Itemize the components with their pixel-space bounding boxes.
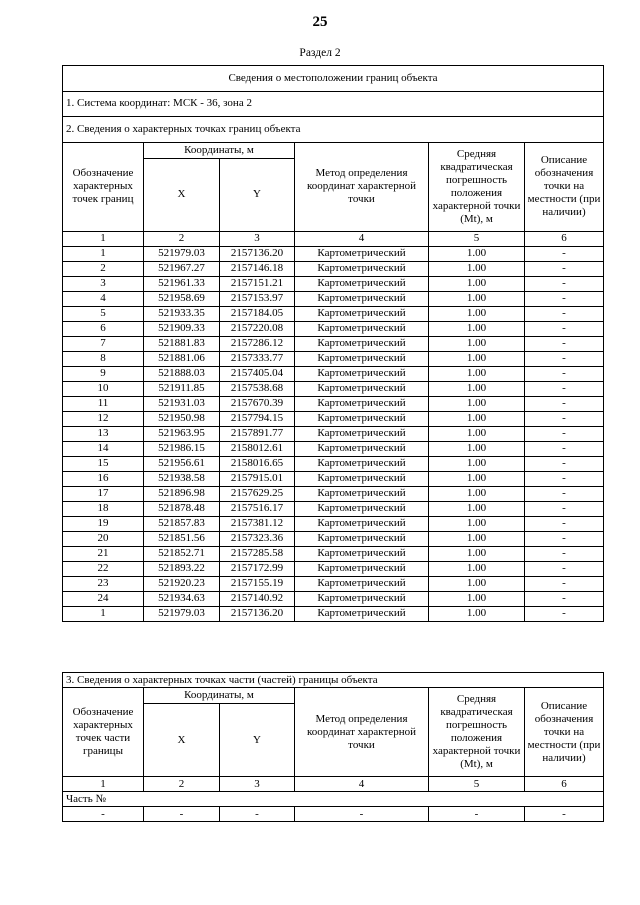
point-row	[63, 411, 604, 426]
y-cell: 2157381.12	[220, 516, 295, 531]
point-number-cell: 7	[63, 336, 144, 351]
point-number-cell: 17	[63, 486, 144, 501]
method-cell: Картометрический	[295, 531, 429, 546]
main-title: Сведения о местоположении границ объекта	[63, 66, 604, 92]
header-description: Описание обозначения точки на местности (при наличии)	[525, 142, 604, 231]
x-cell: 521920.23	[144, 576, 220, 591]
description-cell: -	[525, 561, 604, 576]
description-cell: -	[525, 606, 604, 621]
method-cell: Картометрический	[295, 411, 429, 426]
points-section-title: 2. Сведения о характерных точках границ объекта	[63, 117, 604, 143]
y-cell: 2157915.01	[220, 471, 295, 486]
point-row	[63, 336, 604, 351]
method-cell: Картометрический	[295, 561, 429, 576]
point-number-cell: 20	[63, 531, 144, 546]
boundary-points-table	[62, 65, 604, 622]
x-cell: 521950.98	[144, 411, 220, 426]
x-cell: 521963.95	[144, 426, 220, 441]
part-cell: -	[144, 807, 220, 822]
y-cell: 2157136.20	[220, 606, 295, 621]
y-cell: 2157146.18	[220, 261, 295, 276]
y-cell: 2157220.08	[220, 321, 295, 336]
method-cell: Картометрический	[295, 291, 429, 306]
accuracy-cell: 1.00	[429, 591, 525, 606]
x-cell: 521938.58	[144, 471, 220, 486]
point-number-cell: 13	[63, 426, 144, 441]
point-number-cell: 22	[63, 561, 144, 576]
header-y: Y	[220, 158, 295, 231]
y-cell: 2157405.04	[220, 366, 295, 381]
x-cell: 521881.83	[144, 336, 220, 351]
part-cell: -	[295, 807, 429, 822]
coord-system: 1. Система координат: МСК - 36, зона 2	[63, 91, 604, 117]
x-cell: 521893.22	[144, 561, 220, 576]
point-row	[63, 606, 604, 621]
column-number: 3	[220, 777, 295, 792]
y-cell: 2157538.68	[220, 381, 295, 396]
method-cell: Картометрический	[295, 306, 429, 321]
x-cell: 521911.85	[144, 381, 220, 396]
point-number-cell: 19	[63, 516, 144, 531]
x-cell: 521896.98	[144, 486, 220, 501]
accuracy-cell: 1.00	[429, 471, 525, 486]
column-number: 5	[429, 777, 525, 792]
point-number-cell: 21	[63, 546, 144, 561]
part-header-description: Описание обозначения точки на местности (при наличии)	[525, 688, 604, 777]
point-number-cell: 18	[63, 501, 144, 516]
point-row	[63, 456, 604, 471]
x-cell: 521986.15	[144, 441, 220, 456]
header-coords: Координаты, м	[144, 142, 295, 158]
part-points-table	[62, 672, 604, 822]
point-row	[63, 486, 604, 501]
point-row	[63, 516, 604, 531]
part-section-title: 3. Сведения о характерных точках части (частей) границы объекта	[63, 673, 604, 688]
y-cell: 2157286.12	[220, 336, 295, 351]
point-row	[63, 246, 604, 261]
x-cell: 521956.61	[144, 456, 220, 471]
method-cell: Картометрический	[295, 471, 429, 486]
point-number-cell: 24	[63, 591, 144, 606]
method-cell: Картометрический	[295, 606, 429, 621]
header-accuracy: Средняя квадратическая погрешность положения характерной точки (Mt), м	[429, 142, 525, 231]
part-header-x: X	[144, 704, 220, 777]
column-number: 4	[295, 777, 429, 792]
accuracy-cell: 1.00	[429, 561, 525, 576]
accuracy-cell: 1.00	[429, 246, 525, 261]
column-numbers-row	[63, 231, 604, 246]
method-cell: Картометрический	[295, 246, 429, 261]
description-cell: -	[525, 366, 604, 381]
description-cell: -	[525, 471, 604, 486]
point-row	[63, 471, 604, 486]
header-designation: Обозначение характерных точек границ	[63, 142, 144, 231]
accuracy-cell: 1.00	[429, 381, 525, 396]
point-number-cell: 11	[63, 396, 144, 411]
method-cell: Картометрический	[295, 426, 429, 441]
method-cell: Картометрический	[295, 456, 429, 471]
accuracy-cell: 1.00	[429, 606, 525, 621]
point-number-cell: 10	[63, 381, 144, 396]
y-cell: 2157670.39	[220, 396, 295, 411]
description-cell: -	[525, 411, 604, 426]
point-number-cell: 1	[63, 246, 144, 261]
column-number: 4	[295, 231, 429, 246]
y-cell: 2157155.19	[220, 576, 295, 591]
x-cell: 521979.03	[144, 606, 220, 621]
part-cell: -	[429, 807, 525, 822]
accuracy-cell: 1.00	[429, 576, 525, 591]
accuracy-cell: 1.00	[429, 531, 525, 546]
method-cell: Картометрический	[295, 366, 429, 381]
point-number-cell: 12	[63, 411, 144, 426]
x-cell: 521888.03	[144, 366, 220, 381]
part-header-designation: Обозначение характерных точек части границы	[63, 688, 144, 777]
x-cell: 521857.83	[144, 516, 220, 531]
page-number: 25	[312, 14, 328, 30]
description-cell: -	[525, 516, 604, 531]
accuracy-cell: 1.00	[429, 501, 525, 516]
x-cell: 521931.03	[144, 396, 220, 411]
description-cell: -	[525, 321, 604, 336]
accuracy-cell: 1.00	[429, 441, 525, 456]
y-cell: 2157172.99	[220, 561, 295, 576]
y-cell: 2158016.65	[220, 456, 295, 471]
method-cell: Картометрический	[295, 576, 429, 591]
method-cell: Картометрический	[295, 546, 429, 561]
accuracy-cell: 1.00	[429, 456, 525, 471]
method-cell: Картометрический	[295, 591, 429, 606]
point-row	[63, 306, 604, 321]
y-cell: 2157629.25	[220, 486, 295, 501]
description-cell: -	[525, 336, 604, 351]
accuracy-cell: 1.00	[429, 336, 525, 351]
part-header-method: Метод определения координат характерной точки	[295, 688, 429, 777]
x-cell: 521851.56	[144, 531, 220, 546]
x-cell: 521909.33	[144, 321, 220, 336]
description-cell: -	[525, 591, 604, 606]
part-label: Часть №	[63, 792, 604, 807]
point-number-cell: 5	[63, 306, 144, 321]
section-title: Раздел 2	[299, 47, 341, 59]
accuracy-cell: 1.00	[429, 276, 525, 291]
accuracy-cell: 1.00	[429, 411, 525, 426]
accuracy-cell: 1.00	[429, 516, 525, 531]
point-number-cell: 2	[63, 261, 144, 276]
description-cell: -	[525, 276, 604, 291]
description-cell: -	[525, 396, 604, 411]
accuracy-cell: 1.00	[429, 486, 525, 501]
y-cell: 2157285.58	[220, 546, 295, 561]
point-row	[63, 381, 604, 396]
y-cell: 2157184.05	[220, 306, 295, 321]
description-cell: -	[525, 486, 604, 501]
method-cell: Картометрический	[295, 336, 429, 351]
accuracy-cell: 1.00	[429, 261, 525, 276]
description-cell: -	[525, 576, 604, 591]
y-cell: 2157323.36	[220, 531, 295, 546]
point-number-cell: 4	[63, 291, 144, 306]
method-cell: Картометрический	[295, 501, 429, 516]
y-cell: 2157153.97	[220, 291, 295, 306]
x-cell: 521934.63	[144, 591, 220, 606]
method-cell: Картометрический	[295, 321, 429, 336]
method-cell: Картометрический	[295, 381, 429, 396]
accuracy-cell: 1.00	[429, 351, 525, 366]
column-number: 1	[63, 777, 144, 792]
point-number-cell: 1	[63, 606, 144, 621]
point-row	[63, 561, 604, 576]
x-cell: 521958.69	[144, 291, 220, 306]
x-cell: 521881.06	[144, 351, 220, 366]
y-cell: 2157140.92	[220, 591, 295, 606]
description-cell: -	[525, 501, 604, 516]
description-cell: -	[525, 456, 604, 471]
description-cell: -	[525, 261, 604, 276]
part-header-y: Y	[220, 704, 295, 777]
x-cell: 521852.71	[144, 546, 220, 561]
y-cell: 2157136.20	[220, 246, 295, 261]
point-row	[63, 501, 604, 516]
point-number-cell: 14	[63, 441, 144, 456]
x-cell: 521979.03	[144, 246, 220, 261]
description-cell: -	[525, 426, 604, 441]
description-cell: -	[525, 531, 604, 546]
y-cell: 2157891.77	[220, 426, 295, 441]
description-cell: -	[525, 246, 604, 261]
accuracy-cell: 1.00	[429, 366, 525, 381]
part-header-coords: Координаты, м	[144, 688, 295, 704]
method-cell: Картометрический	[295, 351, 429, 366]
part-column-numbers-row	[63, 777, 604, 792]
method-cell: Картометрический	[295, 516, 429, 531]
y-cell: 2157333.77	[220, 351, 295, 366]
y-cell: 2157516.17	[220, 501, 295, 516]
point-row	[63, 426, 604, 441]
accuracy-cell: 1.00	[429, 546, 525, 561]
y-cell: 2157794.15	[220, 411, 295, 426]
method-cell: Картометрический	[295, 441, 429, 456]
point-row	[63, 366, 604, 381]
accuracy-cell: 1.00	[429, 396, 525, 411]
point-row	[63, 396, 604, 411]
column-number: 2	[144, 777, 220, 792]
y-cell: 2157151.21	[220, 276, 295, 291]
x-cell: 521933.35	[144, 306, 220, 321]
point-number-cell: 3	[63, 276, 144, 291]
point-row	[63, 531, 604, 546]
column-number: 1	[63, 231, 144, 246]
column-number: 6	[525, 231, 604, 246]
accuracy-cell: 1.00	[429, 291, 525, 306]
description-cell: -	[525, 351, 604, 366]
point-row	[63, 351, 604, 366]
part-row	[63, 807, 604, 822]
point-row	[63, 261, 604, 276]
column-number: 3	[220, 231, 295, 246]
description-cell: -	[525, 306, 604, 321]
point-row	[63, 276, 604, 291]
point-number-cell: 15	[63, 456, 144, 471]
part-cell: -	[220, 807, 295, 822]
header-method: Метод определения координат характерной точки	[295, 142, 429, 231]
header-x: X	[144, 158, 220, 231]
point-row	[63, 291, 604, 306]
x-cell: 521967.27	[144, 261, 220, 276]
point-number-cell: 9	[63, 366, 144, 381]
point-number-cell: 8	[63, 351, 144, 366]
point-row	[63, 591, 604, 606]
accuracy-cell: 1.00	[429, 321, 525, 336]
part-cell: -	[63, 807, 144, 822]
column-number: 6	[525, 777, 604, 792]
point-row	[63, 441, 604, 456]
point-number-cell: 6	[63, 321, 144, 336]
point-row	[63, 321, 604, 336]
description-cell: -	[525, 381, 604, 396]
accuracy-cell: 1.00	[429, 306, 525, 321]
point-number-cell: 23	[63, 576, 144, 591]
method-cell: Картометрический	[295, 276, 429, 291]
method-cell: Картометрический	[295, 261, 429, 276]
x-cell: 521878.48	[144, 501, 220, 516]
column-number: 5	[429, 231, 525, 246]
method-cell: Картометрический	[295, 396, 429, 411]
description-cell: -	[525, 546, 604, 561]
y-cell: 2158012.61	[220, 441, 295, 456]
point-row	[63, 576, 604, 591]
method-cell: Картометрический	[295, 486, 429, 501]
description-cell: -	[525, 441, 604, 456]
column-number: 2	[144, 231, 220, 246]
part-cell: -	[525, 807, 604, 822]
point-row	[63, 546, 604, 561]
part-header-accuracy: Средняя квадратическая погрешность положения характерной точки (Mt), м	[429, 688, 525, 777]
accuracy-cell: 1.00	[429, 426, 525, 441]
x-cell: 521961.33	[144, 276, 220, 291]
point-number-cell: 16	[63, 471, 144, 486]
description-cell: -	[525, 291, 604, 306]
